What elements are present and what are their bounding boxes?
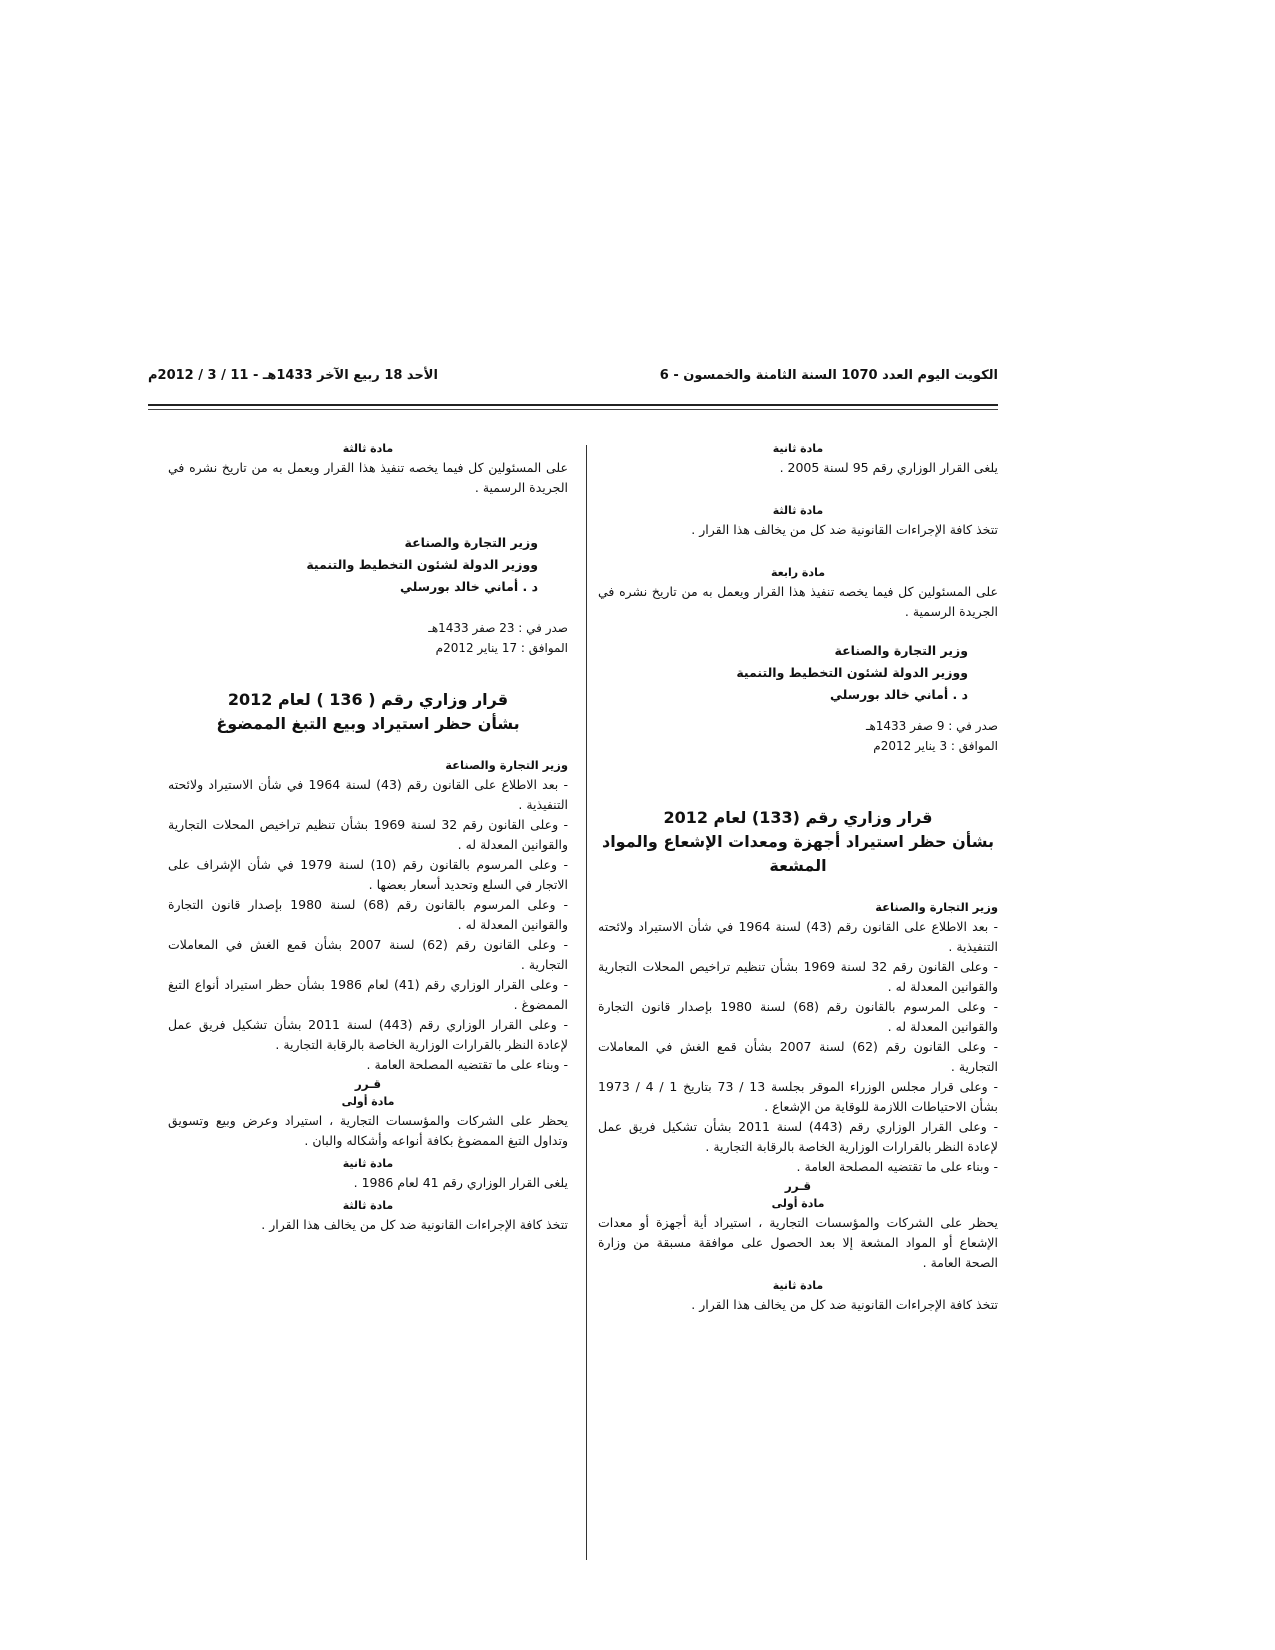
issue-date-gregorian: الموافق : 3 يناير 2012م xyxy=(873,739,998,753)
page-header xyxy=(148,368,998,390)
decision-title: قرار وزاري رقم (133) لعام 2012 xyxy=(663,808,933,827)
decided-heading: قـرر xyxy=(354,1077,382,1091)
preamble-item: - وعلى قرار مجلس الوزراء الموقر بجلسة 13 / 73 بتاريخ 1 / 4 / 1973 بشأن الاحتياطات اللازمة للوقاية من الإشعاع . xyxy=(598,1079,998,1114)
minister-heading: وزير التجارة والصناعة xyxy=(445,758,568,772)
issue-date-hijri: صدر في : 9 صفر 1433هـ xyxy=(865,719,998,733)
article-text: يحظر على الشركات والمؤسسات التجارية ، استيراد أية أجهزة أو معدات الإشعاع أو المواد المشعة إلا بعد الحصول على موافقة مسبقة من وزارة الصحة العامة . xyxy=(598,1215,998,1270)
decision-subject: بشأن حظر استيراد أجهزة ومعدات الإشعاع والمواد المشعة xyxy=(601,832,995,875)
preamble-item: - وعلى القانون رقم (62) لسنة 2007 بشأن قمع الغش في المعاملات التجارية . xyxy=(168,937,568,972)
issue-date-gregorian: الموافق : 17 يناير 2012م xyxy=(435,641,568,655)
preamble-item: - وعلى القرار الوزاري رقم (41) لعام 1986 بشأن حظر استيراد أنواع التبغ الممضوغ . xyxy=(168,977,569,1012)
signature-name: د . أماني خالد بورسلي xyxy=(829,687,968,702)
article-text: على المسئولين كل فيما يخصه تنفيذ هذا القرار ويعمل به من تاريخ نشره في الجريدة الرسمية . xyxy=(168,460,568,495)
signature-title: وزير التجارة والصناعة xyxy=(834,643,968,658)
minister-heading: وزير التجارة والصناعة xyxy=(875,900,998,914)
article-title: مادة ثانية xyxy=(772,1279,824,1292)
header-rule-thick xyxy=(148,404,998,406)
preamble-item: - وبناء على ما تقتضيه المصلحة العامة . xyxy=(366,1057,568,1072)
header-issue-info: الكويت اليوم العدد 1070 السنة الثامنة والخمسون - 6 xyxy=(659,368,998,383)
right-column xyxy=(598,440,998,1319)
article-text: يحظر على الشركات والمؤسسات التجارية ، استيراد وعرض وبيع وتسويق وتداول التبغ الممضوغ بكافة أنواعه وأشكاله والبان . xyxy=(168,1113,568,1148)
preamble-item: - وعلى القرار الوزاري رقم (443) لسنة 2011 بشأن تشكيل فريق عمل لإعادة النظر بالقرارات الوزارية الخاصة بالرقابة التجارية . xyxy=(598,1119,998,1154)
article-title: مادة أولى xyxy=(771,1197,825,1210)
article-title: مادة ثالثة xyxy=(342,442,394,455)
signature-title: وزير التجارة والصناعة xyxy=(404,535,538,550)
preamble-item: - بعد الاطلاع على القانون رقم (43) لسنة 1964 في شأن الاستيراد ولائحته التنفيذية . xyxy=(598,919,998,954)
article-title: مادة رابعة xyxy=(770,566,826,579)
header-rule-thin xyxy=(148,409,998,410)
signature-title: ووزير الدولة لشئون التخطيط والتنمية xyxy=(306,557,538,572)
preamble-item: - وعلى القرار الوزاري رقم (443) لسنة 2011 بشأن تشكيل فريق عمل لإعادة النظر بالقرارات الوزارية الخاصة بالرقابة التجارية . xyxy=(168,1017,568,1052)
article-text: تتخذ كافة الإجراءات القانونية ضد كل من يخالف هذا القرار . xyxy=(261,1217,568,1232)
preamble-item: - بعد الاطلاع على القانون رقم (43) لسنة 1964 في شأن الاستيراد ولائحته التنفيذية . xyxy=(168,777,568,812)
signature-title: ووزير الدولة لشئون التخطيط والتنمية xyxy=(736,665,968,680)
left-column xyxy=(168,440,568,1239)
article-text: يلغى القرار الوزاري رقم 41 لعام 1986 . xyxy=(353,1175,568,1190)
preamble-item: - وعلى المرسوم بالقانون رقم (68) لسنة 1980 بإصدار قانون التجارة والقوانين المعدلة له . xyxy=(168,897,568,932)
article-title: مادة ثالثة xyxy=(772,504,824,517)
issue-date-hijri: صدر في : 23 صفر 1433هـ xyxy=(428,621,568,635)
decided-heading: قـرر xyxy=(784,1179,812,1193)
preamble-item: - وعلى القانون رقم 32 لسنة 1969 بشأن تنظيم تراخيص المحلات التجارية والقوانين المعدلة له . xyxy=(598,959,998,994)
column-divider xyxy=(586,445,587,1560)
preamble-item: - وعلى المرسوم بالقانون رقم (68) لسنة 1980 بإصدار قانون التجارة والقوانين المعدلة له . xyxy=(598,999,998,1034)
article-text: تتخذ كافة الإجراءات القانونية ضد كل من يخالف هذا القرار . xyxy=(691,1297,998,1312)
article-text: يلغى القرار الوزاري رقم 95 لسنة 2005 . xyxy=(779,460,998,475)
preamble-item: - وعلى المرسوم بالقانون رقم (10) لسنة 1979 في شأن الإشراف على الاتجار في السلع وتحديد أسعار بعضها . xyxy=(168,857,568,892)
article-title: مادة ثانية xyxy=(342,1157,394,1170)
header-date: الأحد 18 ربيع الآخر 1433هـ - 11 / 3 / 2012م xyxy=(148,368,438,383)
preamble-item: - وعلى القانون رقم 32 لسنة 1969 بشأن تنظيم تراخيص المحلات التجارية والقوانين المعدلة له . xyxy=(168,817,568,852)
article-text: على المسئولين كل فيما يخصه تنفيذ هذا القرار ويعمل به من تاريخ نشره في الجريدة الرسمية . xyxy=(598,584,998,619)
decision-title: قرار وزاري رقم ( 136 ) لعام 2012 xyxy=(227,690,509,709)
decision-subject: بشأن حظر استيراد وبيع التبغ الممضوغ xyxy=(216,714,520,733)
preamble-item: - وعلى القانون رقم (62) لسنة 2007 بشأن قمع الغش في المعاملات التجارية . xyxy=(598,1039,998,1074)
preamble-item: - وبناء على ما تقتضيه المصلحة العامة . xyxy=(796,1159,998,1174)
article-text: تتخذ كافة الإجراءات القانونية ضد كل من يخالف هذا القرار . xyxy=(691,522,998,537)
article-title: مادة أولى xyxy=(341,1095,395,1108)
article-title: مادة ثالثة xyxy=(342,1199,394,1212)
signature-name: د . أماني خالد بورسلي xyxy=(399,579,538,594)
article-title: مادة ثانية xyxy=(772,442,824,455)
